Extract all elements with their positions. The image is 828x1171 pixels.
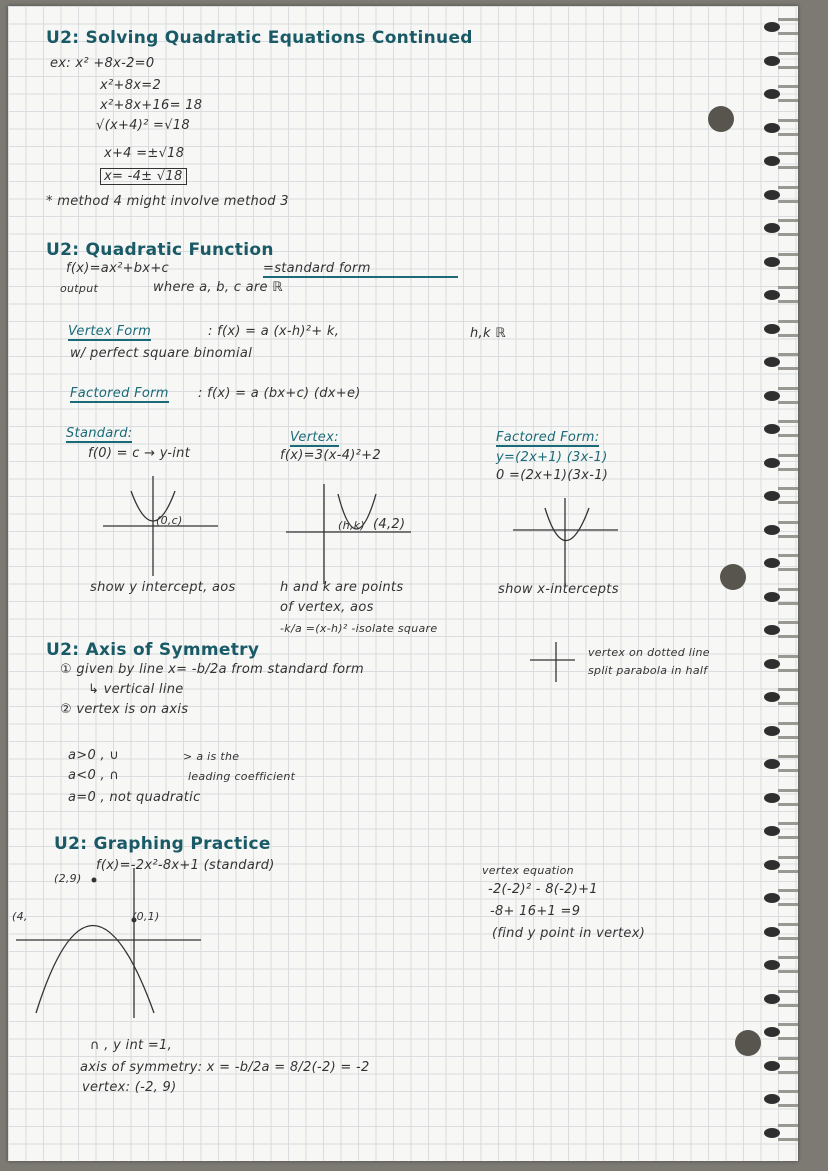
punch-hole-2 (720, 564, 746, 590)
vertex-equation-1: -2(-2)² - 8(-2)+1 (488, 882, 598, 897)
factored-graph-title: Factored Form: (496, 430, 600, 445)
standard-point-label: (0,c) (156, 514, 183, 527)
axis-item-1: ① given by line x= -b/2a from standard form (60, 662, 364, 677)
spiral-ring (778, 119, 798, 136)
spiral-ring (778, 1057, 798, 1074)
leading-coeff-2: leading coefficient (188, 770, 296, 783)
standard-equation: f(x)=ax²+bx+c (66, 261, 169, 276)
axis-side-note-2: split parabola in half (588, 664, 708, 677)
spiral-ring (778, 320, 798, 337)
summary-line-2: axis of symmetry: x = -b/2a = 8/2(-2) = -2 (80, 1060, 370, 1075)
spiral-ring (778, 487, 798, 504)
vertex-hk-label: (h,k) (338, 519, 365, 532)
vertex-graph-caption-1: h and k are points (280, 580, 404, 595)
notebook-page (8, 6, 798, 1161)
math-line: √(x+4)² =√18 (96, 118, 190, 133)
spiral-ring (778, 353, 798, 370)
spiral-ring (778, 420, 798, 437)
a-positive: a>0 , ∪ (68, 748, 120, 763)
factored-parabola-sketch (513, 498, 623, 588)
practice-yint-label: (0,1) (132, 910, 160, 923)
vertex-graph-title: Vertex: (290, 430, 339, 445)
spiral-ring (778, 621, 798, 638)
spiral-ring (778, 956, 798, 973)
summary-line-1: ∩ , y int =1, (90, 1038, 173, 1053)
leading-coeff-1: > a is the (183, 750, 240, 763)
spiral-ring (778, 1023, 798, 1040)
method-note: * method 4 might involve method 3 (46, 194, 289, 209)
a-negative: a<0 , ∩ (68, 768, 120, 783)
axis-side-note-1: vertex on dotted line (588, 646, 710, 659)
factored-graph-caption: show x-intercepts (498, 582, 619, 597)
standard-graph-title: Standard: (66, 426, 133, 441)
spiral-ring (778, 52, 798, 69)
binomial-note: w/ perfect square binomial (70, 346, 253, 361)
vertex-equation-3: (find y point in vertex) (492, 926, 646, 941)
punch-hole-3 (735, 1030, 761, 1056)
punch-hole-1 (708, 106, 734, 132)
practice-equation: f(x)=-2x²-8x+1 (standard) (96, 858, 275, 873)
spiral-ring (778, 554, 798, 571)
vertex-equation-title: vertex equation (482, 864, 574, 877)
spiral-ring (778, 454, 798, 471)
axis-sketch (530, 642, 580, 682)
spiral-ring (778, 822, 798, 839)
standard-form-label: =standard form (263, 261, 458, 278)
standard-graph-caption: show y intercept, aos (90, 580, 236, 595)
spiral-ring (778, 253, 798, 270)
factored-form-equation: : f(x) = a (bx+c) (dx+e) (198, 386, 361, 401)
spiral-ring (778, 990, 798, 1007)
axis-item-1b: ↳ vertical line (88, 682, 184, 697)
spiral-ring (778, 688, 798, 705)
spiral-ring (778, 923, 798, 940)
coefficients-note: where a, b, c are ℝ (153, 280, 283, 295)
spiral-ring (778, 152, 798, 169)
practice-parabola-graph (16, 868, 206, 1018)
standard-graph-equation: f(0) = c → y-int (88, 446, 191, 461)
spiral-ring (778, 219, 798, 236)
vertex-graph-caption-2: of vertex, aos (280, 600, 374, 615)
spiral-ring (778, 789, 798, 806)
spiral-ring (778, 655, 798, 672)
vertex-point-label: (4,2) (373, 517, 406, 532)
math-line: ex: x² +8x-2=0 (50, 56, 155, 71)
spiral-ring (778, 722, 798, 739)
spiral-ring (778, 889, 798, 906)
section-title-graphing-practice: U2: Graphing Practice (54, 834, 271, 854)
section-title-axis-of-symmetry: U2: Axis of Symmetry (46, 640, 260, 660)
practice-left-label: (4, (12, 910, 28, 923)
vertex-form-equation: : f(x) = a (x-h)²+ k, (208, 324, 340, 339)
math-line: x²+8x=2 (100, 78, 162, 93)
spiral-ring (778, 856, 798, 873)
vertex-graph-equation: f(x)=3(x-4)²+2 (280, 448, 381, 463)
spiral-ring (778, 387, 798, 404)
vertex-form-label: Vertex Form (68, 324, 152, 339)
hk-real: h,k ℝ (470, 326, 506, 341)
axis-item-2: ② vertex is on axis (60, 702, 189, 717)
factored-form-label: Factored Form (70, 386, 169, 401)
spiral-ring (778, 286, 798, 303)
factored-graph-eq2: 0 =(2x+1)(3x-1) (496, 468, 609, 483)
spiral-ring (778, 1124, 798, 1141)
spiral-ring (778, 85, 798, 102)
output-label: output (60, 282, 99, 295)
spiral-ring (778, 186, 798, 203)
math-line: x²+8x+16= 18 (100, 98, 203, 113)
section-title-quadratic-function: U2: Quadratic Function (46, 240, 274, 260)
vertex-equation-2: -8+ 16+1 =9 (490, 904, 581, 919)
vertex-graph-caption-3: -k/a =(x-h)² -isolate square (280, 622, 438, 635)
summary-line-3: vertex: (-2, 9) (82, 1080, 177, 1095)
spiral-ring (778, 755, 798, 772)
practice-vertex-label: (2,9) (54, 872, 82, 885)
spiral-ring (778, 1090, 798, 1107)
factored-graph-eq1: y=(2x+1) (3x-1) (496, 450, 608, 465)
vertex-parabola-sketch (286, 484, 416, 584)
a-zero: a=0 , not quadratic (68, 790, 201, 805)
spiral-ring (778, 521, 798, 538)
boxed-answer: x= -4± √18 (100, 168, 187, 185)
spiral-ring (778, 588, 798, 605)
spiral-ring (778, 18, 798, 35)
section-title-solving: U2: Solving Quadratic Equations Continued (46, 28, 473, 48)
math-line: x+4 =±√18 (104, 146, 185, 161)
